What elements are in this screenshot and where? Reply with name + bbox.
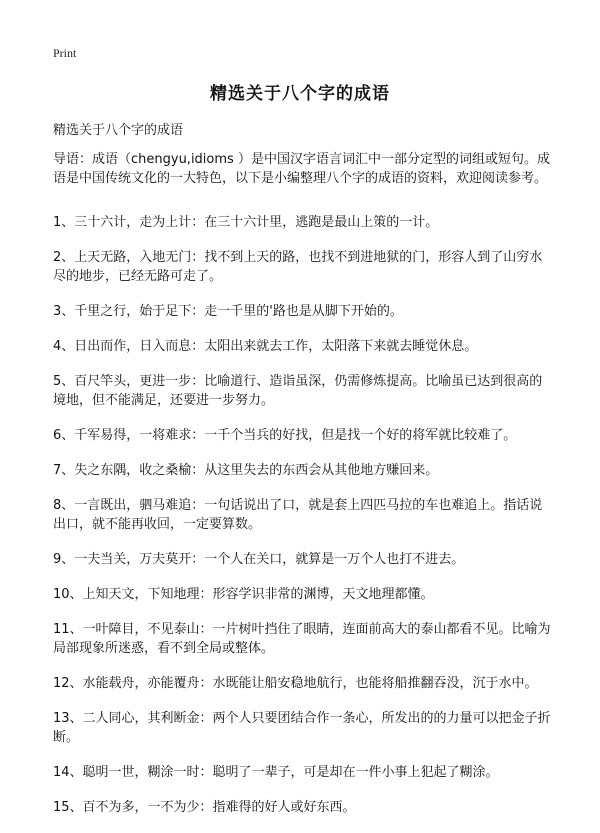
idiom-list [53, 213, 553, 833]
page-title: 精选关于八个字的成语 [210, 84, 390, 104]
list-item: 13、二人同心，其利断金：两个人只要团结合作一条心，所发出的的力量可以把金子折断。 [53, 711, 551, 745]
list-item: 12、水能载舟，亦能覆舟：水既能让船安稳地航行，也能将船推翻吞没，沉于水中。 [53, 676, 538, 691]
list-item: 9、一夫当关，万夫莫开：一个人在关口，就算是一万个人也打不进去。 [53, 552, 465, 567]
intro-paragraph: 导语：成语（chengyu,idioms ）是中国汉字语言词汇中一部分定型的词组或短句。成语是中国传统文化的一大特色，以下是小编整理八个字的成语的资料，欢迎阅读参考。 [53, 152, 550, 186]
list-item: 4、日出而作，日入而息：太阳出来就去工作，太阳落下来就去睡觉休息。 [53, 339, 478, 354]
list-item: 11、一叶障目，不见泰山：一片树叶挡住了眼睛，连面前高大的泰山都看不见。比喻为局部现象所迷惑，看不到全局或整体。 [53, 622, 551, 656]
list-item: 5、百尺竿头，更进一步：比喻道行、造诣虽深，仍需修炼提高。比喻虽已达到很高的境地，但不能满足，还要进一步努力。 [53, 374, 543, 408]
article-subtitle: 精选关于八个字的成语 [53, 123, 184, 138]
list-item: 3、千里之行，始于足下：走一千里的'路也是从脚下开始的。 [53, 304, 403, 319]
list-item: 1、三十六计，走为上计：在三十六计里，逃跑是最山上策的一计。 [53, 215, 439, 230]
list-item: 14、聪明一世，糊涂一时：聪明了一辈子，可是却在一件小事上犯起了糊涂。 [53, 765, 499, 780]
print-label: Print [53, 46, 77, 60]
list-item: 2、上天无路，入地无门：找不到上天的路，也找不到进地狱的门，形容人到了山穷水尽的地步，已经无路可走了。 [53, 250, 543, 284]
list-item: 6、千军易得，一将难求：一千个当兵的好找，但是找一个好的将军就比较难了。 [53, 428, 517, 443]
list-item: 7、失之东隅，收之桑榆：从这里失去的东西会从其他地方赚回来。 [53, 463, 439, 478]
list-item: 8、一言既出，驷马难追：一句话说出了口，就是套上四匹马拉的车也难追上。指话说出口，就不能再收回，一定要算数。 [53, 498, 543, 532]
list-item: 10、上知天文，下知地理：形容学识非常的渊博，天文地理都懂。 [53, 587, 434, 602]
list-item: 15、百不为多，一不为少：指难得的好人或好东西。 [53, 800, 356, 815]
